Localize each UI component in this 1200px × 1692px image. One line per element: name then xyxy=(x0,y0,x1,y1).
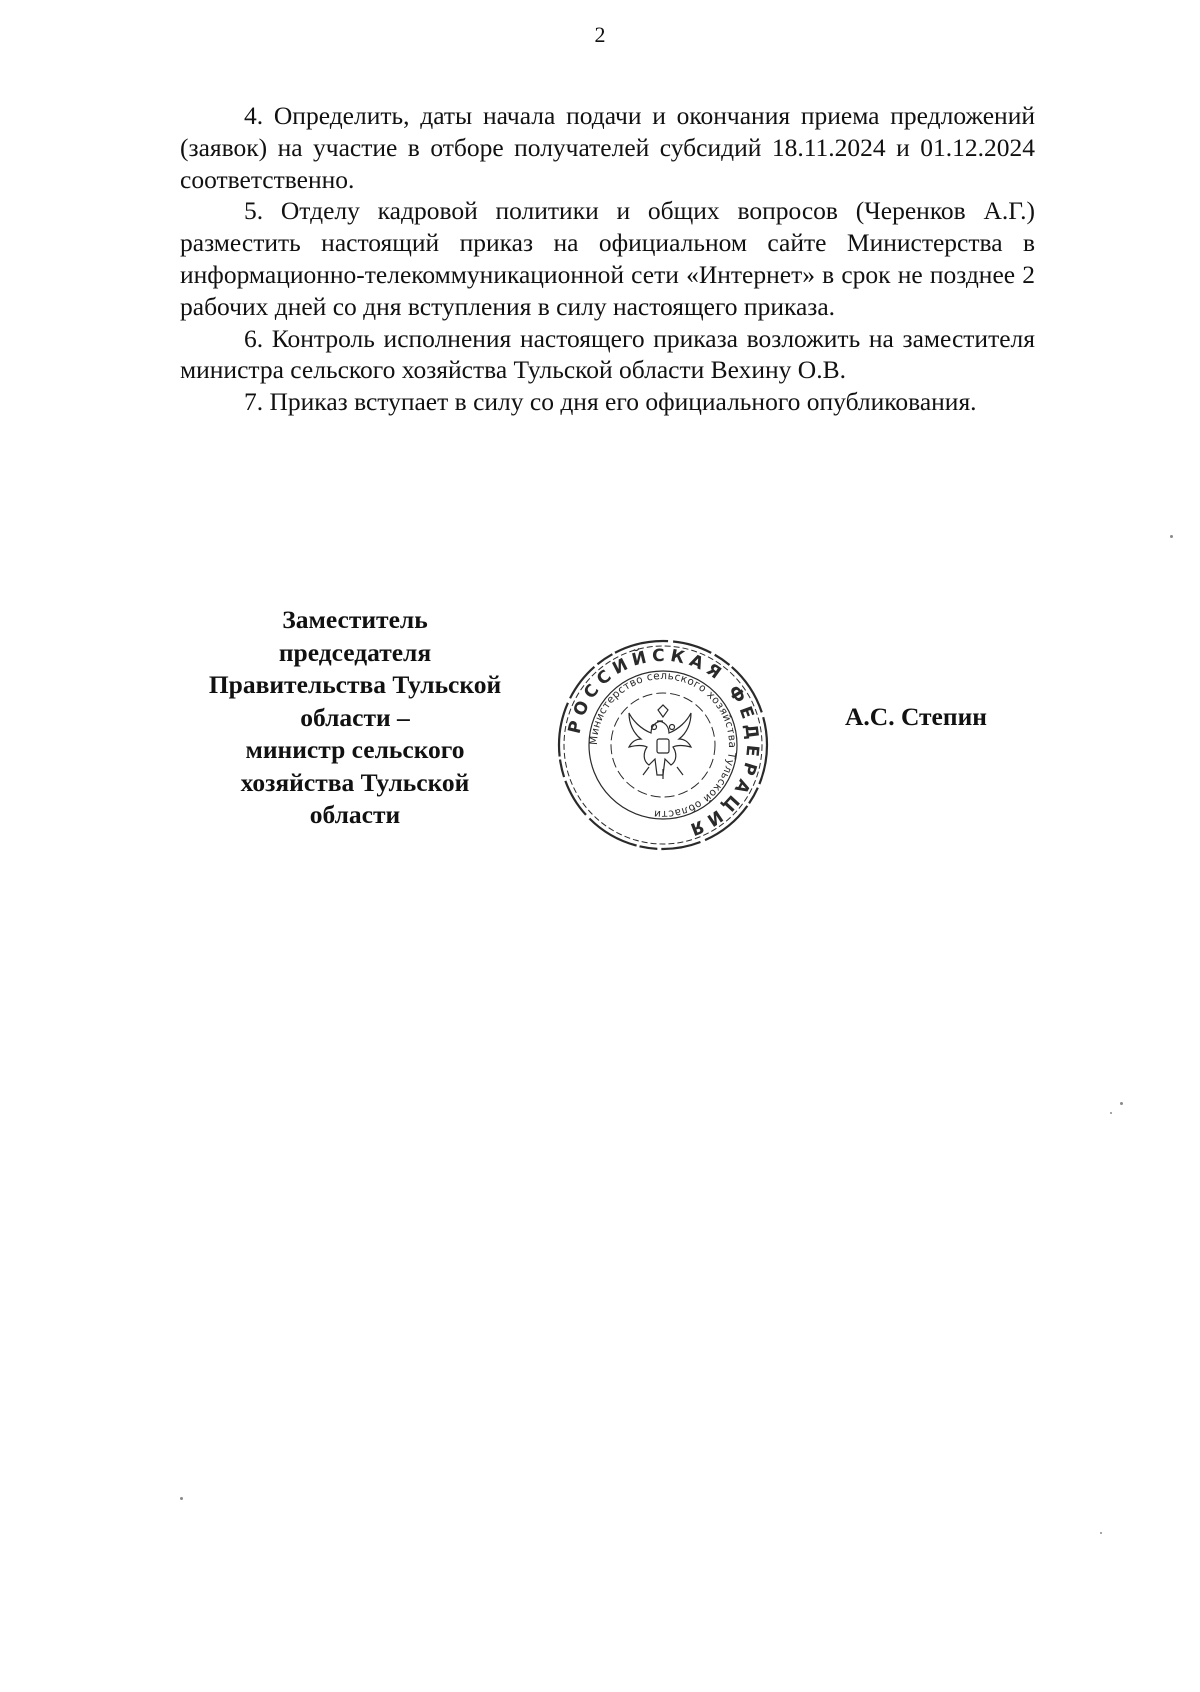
paragraph-7: 7. Приказ вступает в силу со дня его официального опубликования. xyxy=(244,387,977,417)
paragraph-5: 5. Отделу кадровой политики и общих вопросов (Черенков А.Г.) разместить настоящий приказ на официальном сайте Министерства в информационно-телекоммуникационной сети «Интернет» в срок не позднее 2 рабочих дней со дня вступления в силу настоящего приказа. xyxy=(180,196,1035,321)
signer-title-line: области – xyxy=(300,702,410,732)
signer-title-line: Правительства Тульской xyxy=(208,670,502,699)
document-body xyxy=(180,100,1035,418)
official-seal xyxy=(553,635,773,855)
paragraph-6: 6. Контроль исполнения настоящего приказа возложить на заместителя министра сельского хозяйства Тульской области Вехину О.В. xyxy=(180,323,1035,385)
double-headed-eagle-icon xyxy=(629,705,691,779)
seal-outer-text: РОССИЙСКАЯ ФЕДЕРАЦИЯ xyxy=(564,645,763,841)
signer-title-line: хозяйства Тульской xyxy=(240,767,470,797)
signer-title-line: области xyxy=(309,800,401,829)
seal-inner-text: Министерство сельского хозяйства Тульской области xyxy=(587,669,739,821)
scan-speck xyxy=(180,1497,183,1500)
signer-title-line: министр сельского xyxy=(245,735,465,764)
signer-title-line: председателя xyxy=(278,637,432,667)
signer-name: А.С. Степин xyxy=(845,702,987,731)
scan-speck xyxy=(1120,1102,1123,1105)
scan-speck xyxy=(1110,1112,1112,1114)
seal-graphic xyxy=(553,635,773,855)
scan-speck xyxy=(1170,535,1173,538)
signer-title-line: Заместитель xyxy=(282,605,428,634)
paragraph-4: 4. Определить, даты начала подачи и окончания приема предложений (заявок) на участие в отборе получателей субсидий 18.11.2024 и 01.12.2024 соответственно. xyxy=(180,101,1035,194)
page-number: 2 xyxy=(594,22,606,47)
scan-speck xyxy=(1100,1532,1102,1534)
signer-title xyxy=(170,604,540,832)
